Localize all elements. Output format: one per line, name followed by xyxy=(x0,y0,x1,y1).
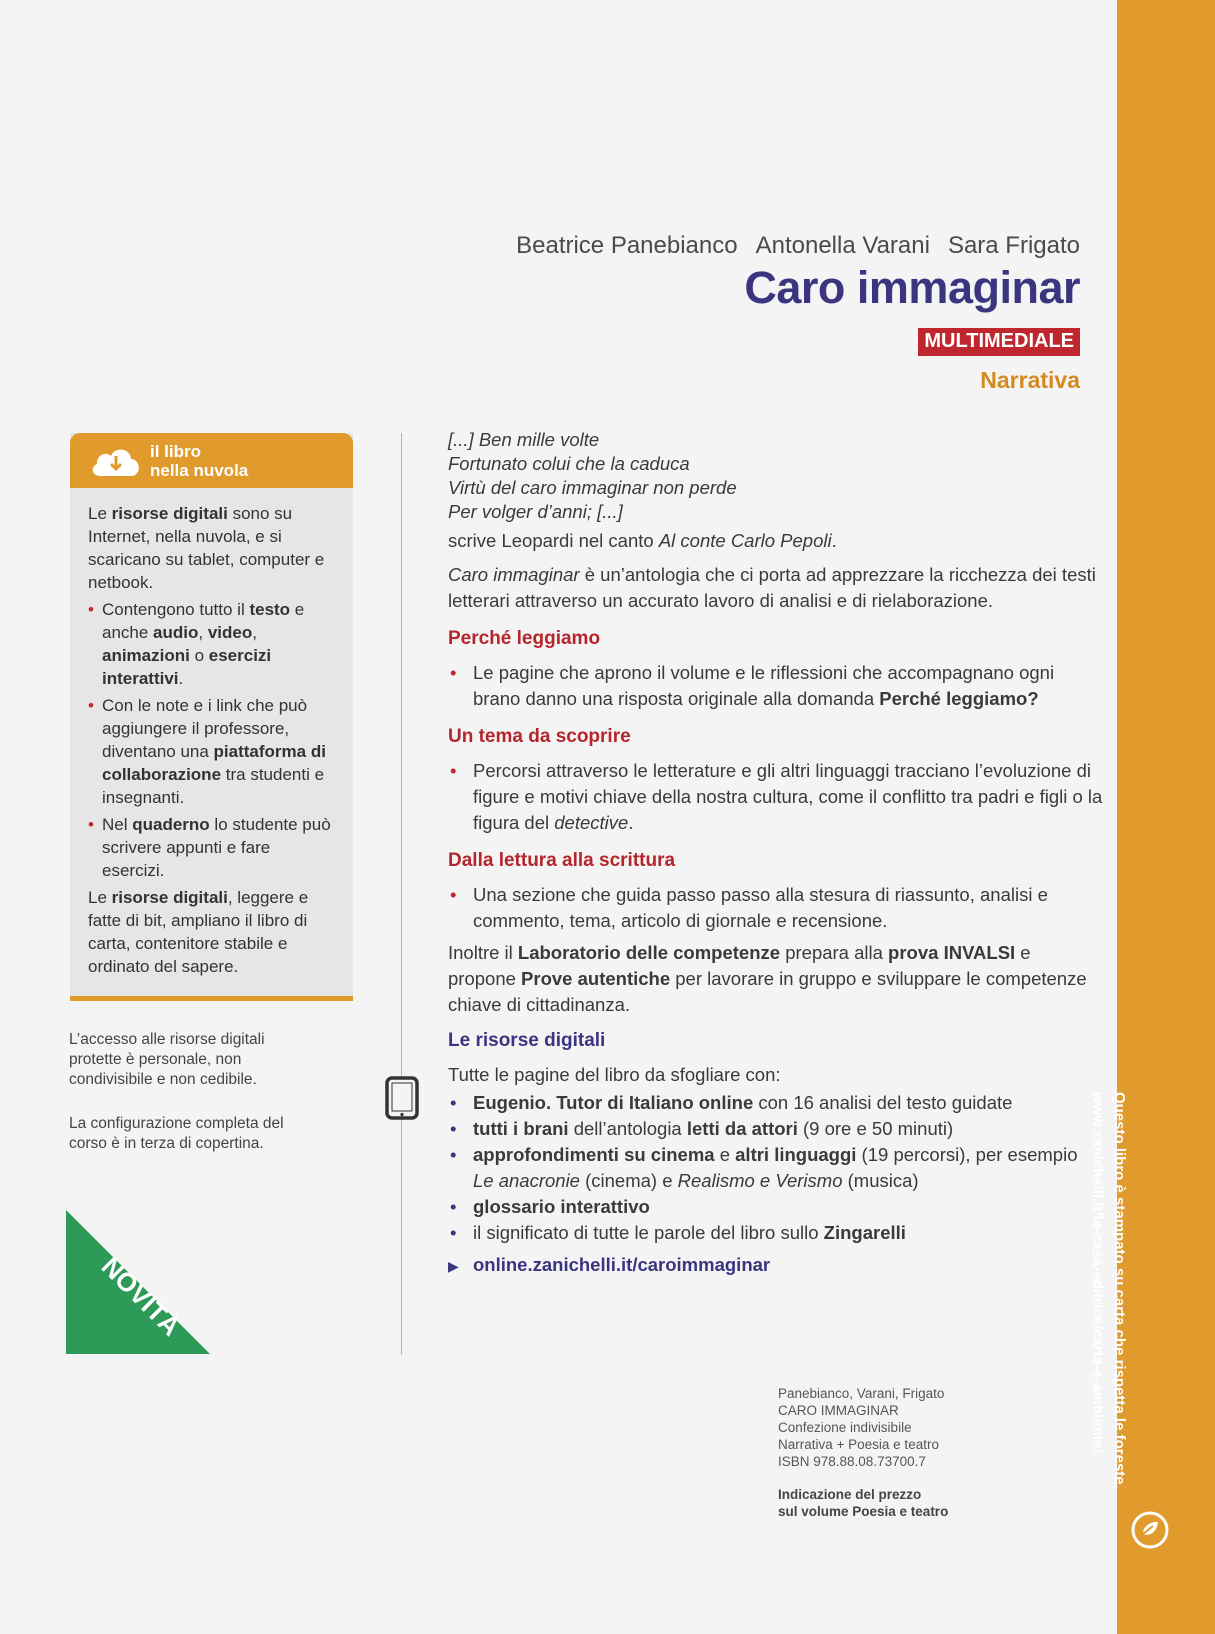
digital-resource-item xyxy=(448,1116,1103,1142)
intro-paragraph xyxy=(448,562,1103,614)
text-run: Laboratorio delle competenze xyxy=(517,942,781,963)
cloud-intro xyxy=(88,502,335,594)
text-run: risorse digitali xyxy=(111,504,228,523)
text-run: è un’antologia che ci porta ad apprezzare la ricchezza dei testi letterari attraverso un accurato lavoro di analisi e di rielaborazione. xyxy=(448,564,1096,611)
text-run: . xyxy=(831,530,837,551)
quote-attribution xyxy=(448,528,1103,554)
quote-line: [...] Ben mille volte xyxy=(448,429,600,450)
config-note: La configurazione completa del corso è in terza di copertina. xyxy=(69,1115,284,1152)
novita-label: NOVITÀ xyxy=(95,1251,187,1342)
text-run: Nel xyxy=(102,815,133,834)
text-run: (9 ore e 50 minuti) xyxy=(797,1118,954,1139)
tablet-icon xyxy=(385,1076,419,1120)
text-run: dell’antologia xyxy=(568,1118,687,1139)
digital-resource-item xyxy=(448,1142,1103,1194)
text-run: piattaforma di collaborazione xyxy=(102,742,326,784)
text-run: glossario interattivo xyxy=(473,1196,650,1217)
text-run: . xyxy=(628,812,634,833)
text-run: , leggere e fatte di bit, ampliano il libro di carta, contenitore stabile e ordinato del sapere. xyxy=(88,888,309,976)
digital-resource-item xyxy=(448,1194,1103,1220)
authors xyxy=(498,232,1080,260)
multimediale-badge: MULTIMEDIALE xyxy=(918,328,1080,356)
quote-line: Per volger d’anni; [...] xyxy=(448,501,623,522)
quote-line: Virtù del caro immaginar non perde xyxy=(448,477,737,498)
section-bullet: • Una sezione che guida passo passo alla stesura di riassunto, analisi e commento, tema, articolo di giornale e recensione. xyxy=(448,882,1103,934)
cloud-download-icon xyxy=(88,443,144,479)
access-note: L’accesso alle risorse digitali protette è personale, non condivisibile e non cedibile. xyxy=(69,1031,265,1088)
text-run: Le pagine che aprono il volume e le riflessioni che accompagnano ogni brano danno una risposta originale alla domanda xyxy=(473,662,1055,709)
text-run: e anche xyxy=(102,600,305,642)
text-run: Le anacronie xyxy=(473,1170,580,1191)
text-run: approfondimenti su cinema xyxy=(473,1144,715,1165)
volume-subtitle: Narrativa xyxy=(980,367,1080,393)
product-info xyxy=(778,1385,1078,1520)
text-run: detective xyxy=(554,812,629,833)
text-run: prova INVALSI xyxy=(888,942,1016,963)
text-run: (musica) xyxy=(842,1170,919,1191)
digital-resource-item xyxy=(448,1090,1103,1116)
vertical-divider xyxy=(401,433,402,1355)
text-run: scrive Leopardi nel canto xyxy=(448,530,659,551)
cloud-bullet xyxy=(88,813,335,882)
info-line: CARO IMMAGINAR xyxy=(778,1403,899,1418)
section-title-tema: Un tema da scoprire xyxy=(448,726,631,747)
band-line-1: Questo libro è stampato su carta che rispetta le foreste. xyxy=(1111,1092,1128,1489)
text-run: Percorsi attraverso le letterature e gli altri linguaggi tracciano l’evoluzione di figure e motivi chiave della nostra cultura, come il conflitto tra padri e figli o la figura del xyxy=(473,760,1103,833)
text-run: quaderno xyxy=(132,815,210,834)
info-line: Panebianco, Varani, Frigato xyxy=(778,1386,945,1401)
digital-resources-list xyxy=(448,1090,1103,1246)
text-run: Con le note e i link che può aggiungere il professore, diventano una xyxy=(102,696,308,761)
text-run: prepara alla xyxy=(780,942,889,963)
digital-resource-item xyxy=(448,1220,1103,1246)
quote-line: Fortunato colui che la caduca xyxy=(448,453,690,474)
text-run: Le xyxy=(88,888,112,907)
cloud-bullets xyxy=(88,598,335,882)
text-run: o xyxy=(189,646,209,665)
section-bullet xyxy=(448,758,1103,836)
text-run: testo xyxy=(249,600,291,619)
orange-side-band xyxy=(1117,0,1215,1634)
text-run: Prove autentiche xyxy=(521,968,671,989)
cloud-outro xyxy=(88,886,335,978)
text-run: con 16 analisi del testo guidate xyxy=(753,1092,1013,1113)
text-run: Realismo e Verismo xyxy=(677,1170,843,1191)
text-run: il significato di tutte le parole del libro sullo xyxy=(473,1222,824,1243)
info-line: Narrativa + Poesia e teatro xyxy=(778,1437,939,1452)
section-title-perche: Perché leggiamo xyxy=(448,628,601,649)
section-bullet xyxy=(448,660,1103,712)
novita-triangle xyxy=(66,1210,210,1354)
author-3: Sara Frigato xyxy=(947,232,1080,259)
band-line-2: www.zanichelli.it/la-casa-editrice/carta-e-ambiente/ xyxy=(1089,1092,1106,1454)
cloud-heading-1: il libro xyxy=(150,442,201,461)
cloud-box-body xyxy=(70,488,353,996)
book-title: Caro immaginar xyxy=(744,262,1080,313)
text-run: Eugenio. Tutor di Italiano online xyxy=(473,1092,754,1113)
text-run: Al conte Carlo Pepoli xyxy=(658,530,832,551)
digital-intro: Tutte le pagine del libro da sfogliare con: xyxy=(448,1064,781,1085)
text-run: Zingarelli xyxy=(823,1222,906,1243)
text-run: Perché leggiamo? xyxy=(879,688,1039,709)
info-line: Confezione indivisibile xyxy=(778,1420,912,1435)
text-run: tutti i brani xyxy=(473,1118,569,1139)
recycle-leaf-icon xyxy=(1128,1508,1172,1552)
leopardi-quote xyxy=(448,428,1103,524)
text-run: , xyxy=(252,623,257,642)
text-run: video xyxy=(207,623,253,642)
text-run: , xyxy=(198,623,208,642)
cloud-book-box xyxy=(70,433,353,1001)
text-run: e xyxy=(714,1144,736,1165)
text-run: animazioni xyxy=(102,646,190,665)
text-run: altri linguaggi xyxy=(735,1144,857,1165)
cloud-heading-2: nella nuvola xyxy=(150,461,249,480)
main-text xyxy=(448,428,1103,1278)
text-run: e propone xyxy=(448,942,1031,989)
cloud-box-header xyxy=(70,433,353,488)
text-run: Le xyxy=(88,504,112,523)
cloud-bullet xyxy=(88,694,335,809)
text-run: (19 percorsi), per esempio xyxy=(856,1144,1078,1165)
text-run: risorse digitali xyxy=(111,888,228,907)
cloud-bullet xyxy=(88,598,335,690)
text-run: audio xyxy=(153,623,199,642)
text-run: per lavorare in gruppo e sviluppare le competenze chiave di cittadinanza. xyxy=(448,968,1087,1015)
text-run: lo studente può scrivere appunti e fare esercizi. xyxy=(102,815,331,880)
text-run: letti da attori xyxy=(686,1118,798,1139)
price-line: Indicazione del prezzo xyxy=(778,1487,922,1502)
text-run: sono su Internet, nella nuvola, e si scaricano su tablet, computer e netbook. xyxy=(88,504,325,592)
text-run: esercizi interattivi xyxy=(102,646,272,688)
online-link[interactable]: ▶ online.zanichelli.it/caroimmaginar xyxy=(448,1252,1103,1278)
section-title-scrittura: Dalla lettura alla scrittura xyxy=(448,850,676,871)
text-run: (cinema) e xyxy=(579,1170,678,1191)
price-line: sul volume Poesia e teatro xyxy=(778,1504,949,1519)
info-line: ISBN 978.88.08.73700.7 xyxy=(778,1454,926,1469)
text-run: Caro immaginar xyxy=(448,564,580,585)
text-run: Inoltre il xyxy=(448,942,518,963)
price-note xyxy=(778,1486,1078,1520)
digital-resources-title: Le risorse digitali xyxy=(448,1030,606,1051)
author-2: Antonella Varani xyxy=(755,232,930,259)
text-run: tra studenti e insegnanti. xyxy=(102,765,325,807)
lab-paragraph xyxy=(448,940,1103,1018)
text-run: Contengono tutto il xyxy=(102,600,250,619)
text-run: . xyxy=(178,669,184,688)
author-1: Beatrice Panebianco xyxy=(516,232,738,259)
